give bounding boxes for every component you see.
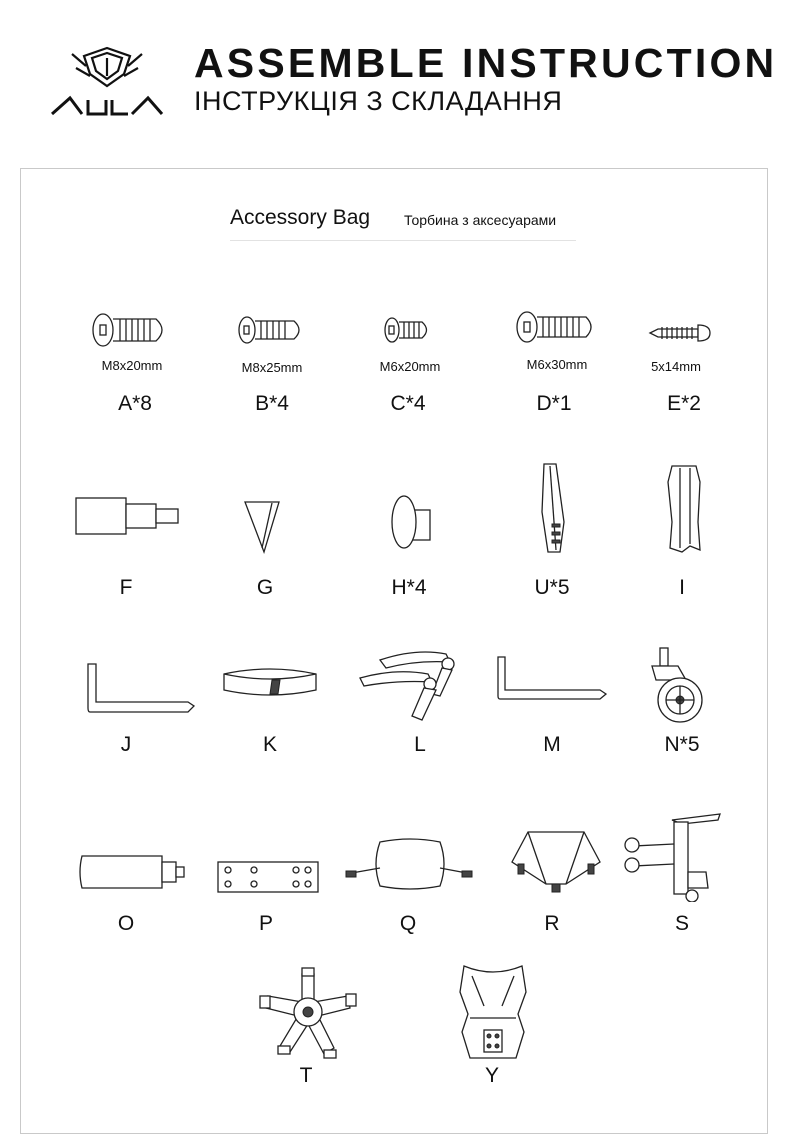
part-y-icon bbox=[456, 962, 530, 1062]
screw-b-icon bbox=[238, 315, 308, 345]
screw-c-spec: M6x20mm bbox=[379, 359, 441, 374]
part-t-icon bbox=[258, 966, 358, 1060]
part-l-label: L bbox=[414, 733, 426, 756]
part-t-label: T bbox=[299, 1064, 313, 1087]
part-o-icon bbox=[76, 852, 190, 892]
part-p-label: P bbox=[258, 912, 274, 935]
part-f-label: F bbox=[119, 576, 133, 599]
part-j-label: J bbox=[120, 733, 132, 756]
divider bbox=[230, 240, 576, 241]
page-title-ukrainian: ІНСТРУКЦІЯ З СКЛАДАННЯ bbox=[194, 86, 563, 116]
part-q-icon bbox=[344, 836, 474, 892]
screw-d-spec: M6x30mm bbox=[526, 357, 588, 372]
accessory-bag-title-ukrainian: Торбина з аксесуарами bbox=[404, 212, 557, 228]
part-j-icon bbox=[84, 660, 198, 716]
part-f-icon bbox=[74, 496, 184, 536]
screw-a-spec: M8x20mm bbox=[101, 358, 163, 373]
accessory-bag-title: Accessory Bag bbox=[230, 206, 371, 229]
part-i-label: I bbox=[679, 576, 685, 599]
screw-e-icon bbox=[648, 322, 712, 344]
screw-a-icon bbox=[92, 312, 172, 348]
part-r-icon bbox=[510, 828, 602, 894]
page-title: ASSEMBLE INSTRUCTION bbox=[194, 40, 778, 86]
screw-b-spec: M8x25mm bbox=[241, 360, 303, 375]
part-n-label: N*5 bbox=[664, 733, 700, 756]
part-k-label: K bbox=[262, 733, 278, 756]
part-r-label: R bbox=[544, 912, 560, 935]
part-g-icon bbox=[242, 498, 282, 556]
part-h-icon bbox=[390, 494, 434, 550]
part-l-icon bbox=[356, 646, 460, 724]
part-o-label: O bbox=[117, 912, 135, 935]
screw-e-label: E*2 bbox=[667, 392, 701, 415]
part-q-label: Q bbox=[399, 912, 417, 935]
part-n-icon bbox=[646, 644, 708, 726]
part-h-label: H*4 bbox=[391, 576, 427, 599]
part-g-label: G bbox=[256, 576, 274, 599]
part-p-icon bbox=[216, 860, 320, 894]
screw-e-spec: 5x14mm bbox=[651, 359, 701, 374]
part-u-icon bbox=[538, 462, 570, 556]
part-s-label: S bbox=[674, 912, 690, 935]
part-y-label: Y bbox=[484, 1064, 500, 1087]
screw-c-icon bbox=[384, 316, 434, 344]
part-s-icon bbox=[622, 810, 726, 902]
part-m-icon bbox=[494, 654, 612, 704]
part-m-label: M bbox=[543, 733, 561, 756]
part-u-label: U*5 bbox=[534, 576, 570, 599]
aula-logo bbox=[48, 44, 166, 122]
screw-b-label: B*4 bbox=[255, 392, 289, 415]
screw-c-label: C*4 bbox=[390, 392, 426, 415]
screw-d-label: D*1 bbox=[536, 392, 572, 415]
screw-d-icon bbox=[516, 310, 598, 344]
part-i-icon bbox=[664, 462, 704, 556]
screw-a-label: A*8 bbox=[118, 392, 152, 415]
part-k-icon bbox=[218, 664, 322, 700]
